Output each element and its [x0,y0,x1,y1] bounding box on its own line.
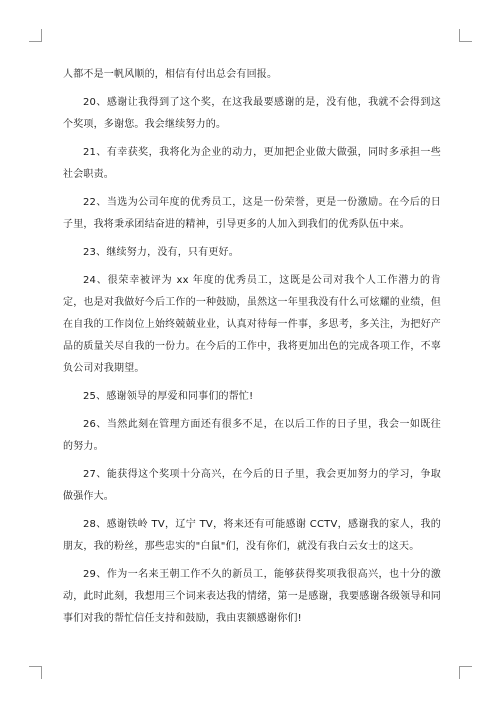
paragraph-24: 24、很荣幸被评为 xx 年度的优秀员工，这既是公司对我个人工作潜力的肯定，也是对我做好今后工作的一种鼓励，虽然这一年里我没有什么可炫耀的业绩，但在自我的工作岗位上始终兢兢业业，认真对待每一件事，多思考，多关注，为把好产品的质量关尽自我的一份力。在今后的工作中，我将更加出色的完成各项工作，不辜负公司对我期望。 [63,275,441,374]
paragraph-20: 20、感谢让我得到了这个奖，在这我最要感谢的是，没有他，我就不会得到这个奖项，多谢您。我会继续努力的。 [63,97,441,130]
paragraph-26: 26、当然此刻在管理方面还有很多不足，在以后工作的日子里，我会一如既往的努力。 [63,419,441,452]
crop-mark-bottom-right [459,666,472,679]
paragraph-25: 25、感谢领导的厚爱和同事们的帮忙! [83,391,254,402]
crop-mark-bottom-left [29,666,42,679]
paragraph-continuation: 人都不是一帆风顺的，相信有付出总会有回报。 [63,69,278,80]
paragraph-21: 21、有幸获奖，我将化为企业的动力，更加把企业做大做强，同时多承担一些社会职责。 [63,147,441,180]
paragraph-29: 29、作为一名来王朝工作不久的新员工，能够获得奖项我很高兴，也十分的激动，此时此刻，我想用三个词来表达我的情绪，第一是感谢，我要感谢各级领导和同事们对我的帮忙信任支持和鼓励，我由衷额感谢你们! [63,569,441,624]
paragraph-28: 28、感谢铁岭 TV，辽宁 TV，将来还有可能感谢 CCTV，感谢我的家人，我的朋友，我的粉丝，那些忠实的"白鼠"们，没有你们，就没有我白云女士的这天。 [63,519,441,552]
paragraph-22: 22、当选为公司年度的优秀员工，这是一份荣誉，更是一份激励。在今后的日子里，我将秉承团结奋进的精神，引导更多的人加入到我们的优秀队伍中来。 [63,197,441,230]
document-body [63,64,441,636]
paragraph-23: 23、继续努力，没有，只有更好。 [83,247,239,258]
paragraph-27: 27、能获得这个奖项十分高兴，在今后的日子里，我会更加努力的学习，争取做强作大。 [63,469,441,502]
crop-mark-top-left [29,29,42,42]
crop-mark-top-right [459,29,472,42]
